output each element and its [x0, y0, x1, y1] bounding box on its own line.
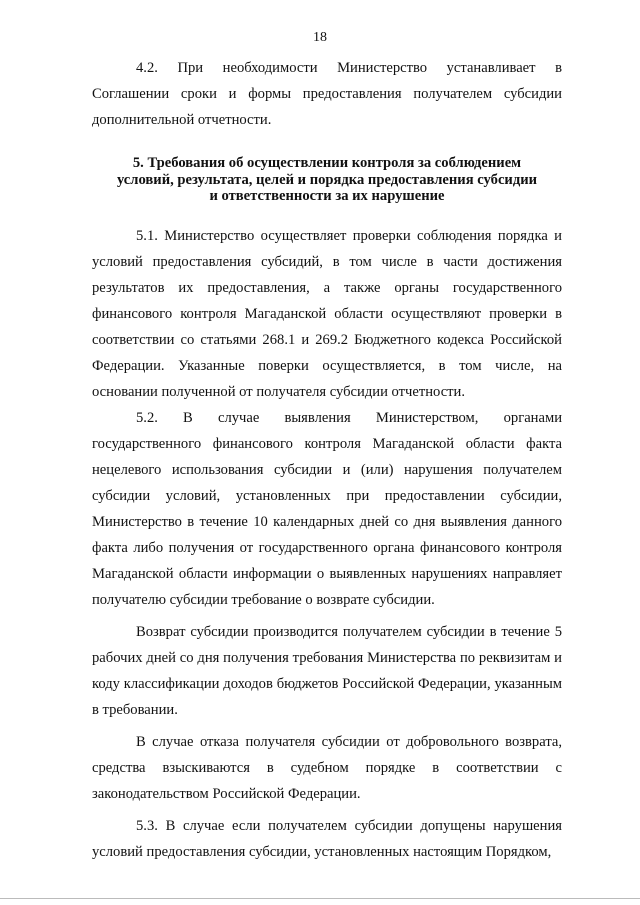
section-heading-line-2: условий, результата, целей и порядка предоставления субсидии [116, 171, 538, 188]
page-bottom-edge [0, 898, 640, 899]
section-heading-5 [92, 155, 562, 205]
paragraph-5-2: 5.2. В случае выявления Министерством, органами государственного финансового контроля Магаданской области факта нецелевого использования субсидии и (или) нарушения получателем субсидии условий, установленных при предоставлении субсидии, Министерство в течение 10 календарных дней со дня выявления данного факта либо получения от государственного органа финансового контроля Магаданской области информации о выявленных нарушениях направляет получателю субсидии требование о возврате субсидии. [92, 409, 562, 608]
paragraph-4-2: 4.2. При необходимости Министерство устанавливает в Соглашении сроки и формы предоставления получателем субсидии дополнительной отчетности. [92, 60, 562, 128]
section-heading-line-3: и ответственности за их нарушение [209, 188, 445, 204]
document-body [92, 55, 562, 865]
paragraph-refusal: В случае отказа получателя субсидии от добровольного возврата, средства взыскиваются в судебном порядке в соответствии с законодательством Российской Федерации. [92, 733, 562, 802]
paragraph-5-3: 5.3. В случае если получателем субсидии допущены нарушения условий предоставления субсидии, установленных настоящим Порядком, [92, 817, 562, 860]
section-heading-line-1: 5. Требования об осуществлении контроля за соблюдением [132, 155, 522, 171]
paragraph-return: Возврат субсидии производится получателем субсидии в течение 5 рабочих дней со дня получения требования Министерства по реквизитам и коду классификации доходов бюджетов Российской Федерации, указанным в требовании. [92, 623, 562, 718]
paragraph-5-1: 5.1. Министерство осуществляет проверки соблюдения порядка и условий предоставления субсидий, в том числе в части достижения результатов их предоставления, а также органы государственного финансового контроля Магаданской области осуществляют проверки в соответствии со статьями 268.1 и 269.2 Бюджетного кодекса Российской Федерации. Указанные поверки осуществляется, в том числе, на основании полученной от получателя субсидии отчетности. [92, 227, 562, 400]
page-number: 18 [313, 30, 327, 45]
